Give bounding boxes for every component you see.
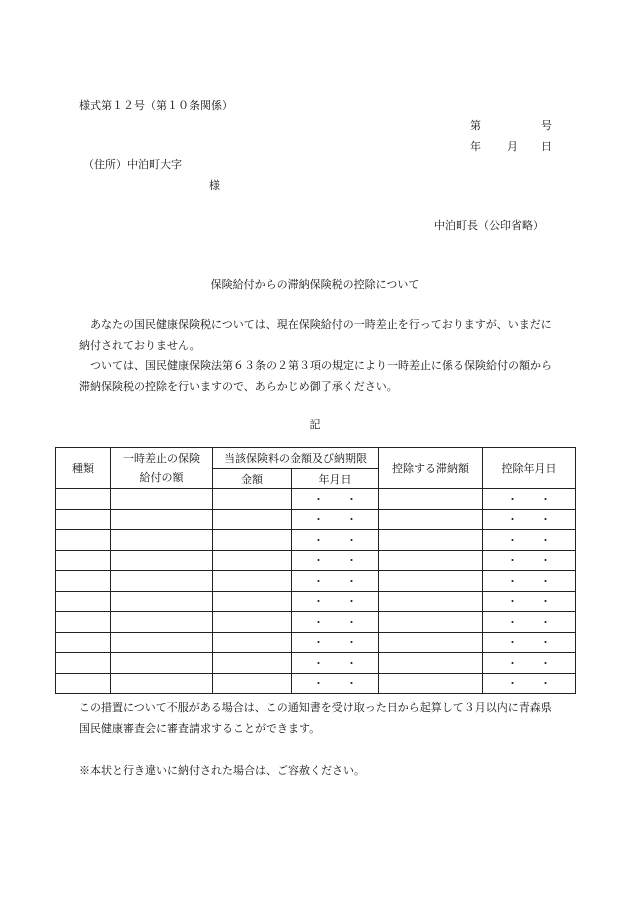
cell-deduct-date: ・ ・ — [483, 530, 576, 551]
deduction-table — [55, 447, 576, 694]
cell-type — [56, 530, 111, 551]
cell-suspended-amount — [111, 612, 213, 633]
cell-premium-amount — [213, 550, 292, 571]
sender-name: 中泊町長（公印省略） — [434, 219, 544, 232]
body-paragraph-2: ついては、国民健康保険法第６３条の２第３項の規定により一時差止に係る保険給付の額から滞納保険税の控除を行いますので、あらかじめ御了承ください。 — [79, 359, 552, 393]
form-number: 様式第１２号（第１０条関係） — [79, 99, 233, 112]
cell-premium-date: ・ ・ — [292, 489, 379, 510]
cell-deduct-date: ・ ・ — [483, 489, 576, 510]
cell-deduct-date: ・ ・ — [483, 591, 576, 612]
cell-type — [56, 489, 111, 510]
date-year: 年 — [470, 140, 481, 153]
header-deduct-amount: 控除する滞納額 — [379, 448, 483, 489]
apology-note: ※本状と行き違いに納付された場合は、ご容赦ください。 — [79, 764, 365, 777]
cell-suspended-amount — [111, 509, 213, 530]
cell-premium-date: ・ ・ — [292, 571, 379, 592]
cell-premium-amount — [213, 653, 292, 674]
cell-deduct-date: ・ ・ — [483, 571, 576, 592]
cell-premium-date: ・ ・ — [292, 653, 379, 674]
table-row — [56, 653, 576, 674]
cell-deduct-amount — [379, 653, 483, 674]
table-row — [56, 673, 576, 694]
cell-suspended-amount — [111, 489, 213, 510]
cell-type — [56, 571, 111, 592]
cell-suspended-amount — [111, 653, 213, 674]
cell-type — [56, 653, 111, 674]
cell-deduct-amount — [379, 591, 483, 612]
cell-suspended-amount — [111, 530, 213, 551]
cell-deduct-amount — [379, 489, 483, 510]
cell-deduct-date: ・ ・ — [483, 550, 576, 571]
doc-number-dai: 第 — [470, 119, 481, 132]
appeal-note: この措置について不服がある場合は、この通知書を受け取った日から起算して３月以内に青森県国民健康審査会に審査請求することができます。 — [79, 701, 552, 735]
header-premium-amount: 金額 — [213, 469, 292, 489]
header-type: 種類 — [56, 448, 111, 489]
header-suspended-amount-line1: 一時差止の保険 — [123, 452, 200, 465]
cell-deduct-date: ・ ・ — [483, 673, 576, 694]
body-paragraph-1: あなたの国民健康保険税については、現在保険給付の一時差止を行っておりますが、いまだに納付されておりません。 — [79, 318, 552, 352]
cell-type — [56, 673, 111, 694]
table-row — [56, 509, 576, 530]
cell-suspended-amount — [111, 591, 213, 612]
table-row — [56, 530, 576, 551]
header-premium-date: 年月日 — [292, 469, 379, 489]
address-label: （住所）中泊町大字 — [83, 158, 182, 171]
cell-premium-amount — [213, 591, 292, 612]
header-suspended-amount-line2: 給付の額 — [139, 471, 184, 484]
header-suspended-amount — [111, 448, 213, 489]
cell-deduct-date: ・ ・ — [483, 653, 576, 674]
cell-premium-amount — [213, 632, 292, 653]
table-row — [56, 489, 576, 510]
cell-suspended-amount — [111, 673, 213, 694]
cell-premium-date: ・ ・ — [292, 591, 379, 612]
table-row — [56, 632, 576, 653]
cell-suspended-amount — [111, 571, 213, 592]
table-row — [56, 591, 576, 612]
cell-type — [56, 550, 111, 571]
cell-deduct-amount — [379, 673, 483, 694]
date-day: 日 — [541, 140, 552, 153]
table-row — [56, 612, 576, 633]
cell-deduct-amount — [379, 550, 483, 571]
doc-number-go: 号 — [541, 119, 552, 132]
cell-type — [56, 591, 111, 612]
ki-heading: 記 — [309, 418, 321, 431]
table-row — [56, 550, 576, 571]
cell-premium-amount — [213, 673, 292, 694]
cell-premium-amount — [213, 489, 292, 510]
cell-deduct-date: ・ ・ — [483, 509, 576, 530]
cell-premium-date: ・ ・ — [292, 632, 379, 653]
cell-type — [56, 612, 111, 633]
cell-premium-amount — [213, 571, 292, 592]
cell-deduct-amount — [379, 612, 483, 633]
date-month: 月 — [507, 140, 518, 153]
cell-deduct-amount — [379, 571, 483, 592]
cell-deduct-amount — [379, 509, 483, 530]
cell-suspended-amount — [111, 550, 213, 571]
cell-premium-date: ・ ・ — [292, 550, 379, 571]
cell-deduct-amount — [379, 530, 483, 551]
cell-type — [56, 509, 111, 530]
document-title: 保険給付からの滞納保険税の控除について — [210, 278, 420, 291]
cell-premium-amount — [213, 530, 292, 551]
cell-type — [56, 632, 111, 653]
cell-premium-date: ・ ・ — [292, 530, 379, 551]
header-deduct-date: 控除年月日 — [483, 448, 576, 489]
cell-deduct-date: ・ ・ — [483, 612, 576, 633]
header-premium-group: 当該保険料の金額及び納期限 — [213, 448, 379, 469]
cell-premium-date: ・ ・ — [292, 509, 379, 530]
cell-premium-amount — [213, 509, 292, 530]
table-row — [56, 571, 576, 592]
cell-premium-date: ・ ・ — [292, 673, 379, 694]
cell-premium-date: ・ ・ — [292, 612, 379, 633]
recipient-sama: 様 — [209, 179, 220, 192]
cell-deduct-amount — [379, 632, 483, 653]
cell-suspended-amount — [111, 632, 213, 653]
cell-deduct-date: ・ ・ — [483, 632, 576, 653]
cell-premium-amount — [213, 612, 292, 633]
table-body — [56, 489, 576, 694]
